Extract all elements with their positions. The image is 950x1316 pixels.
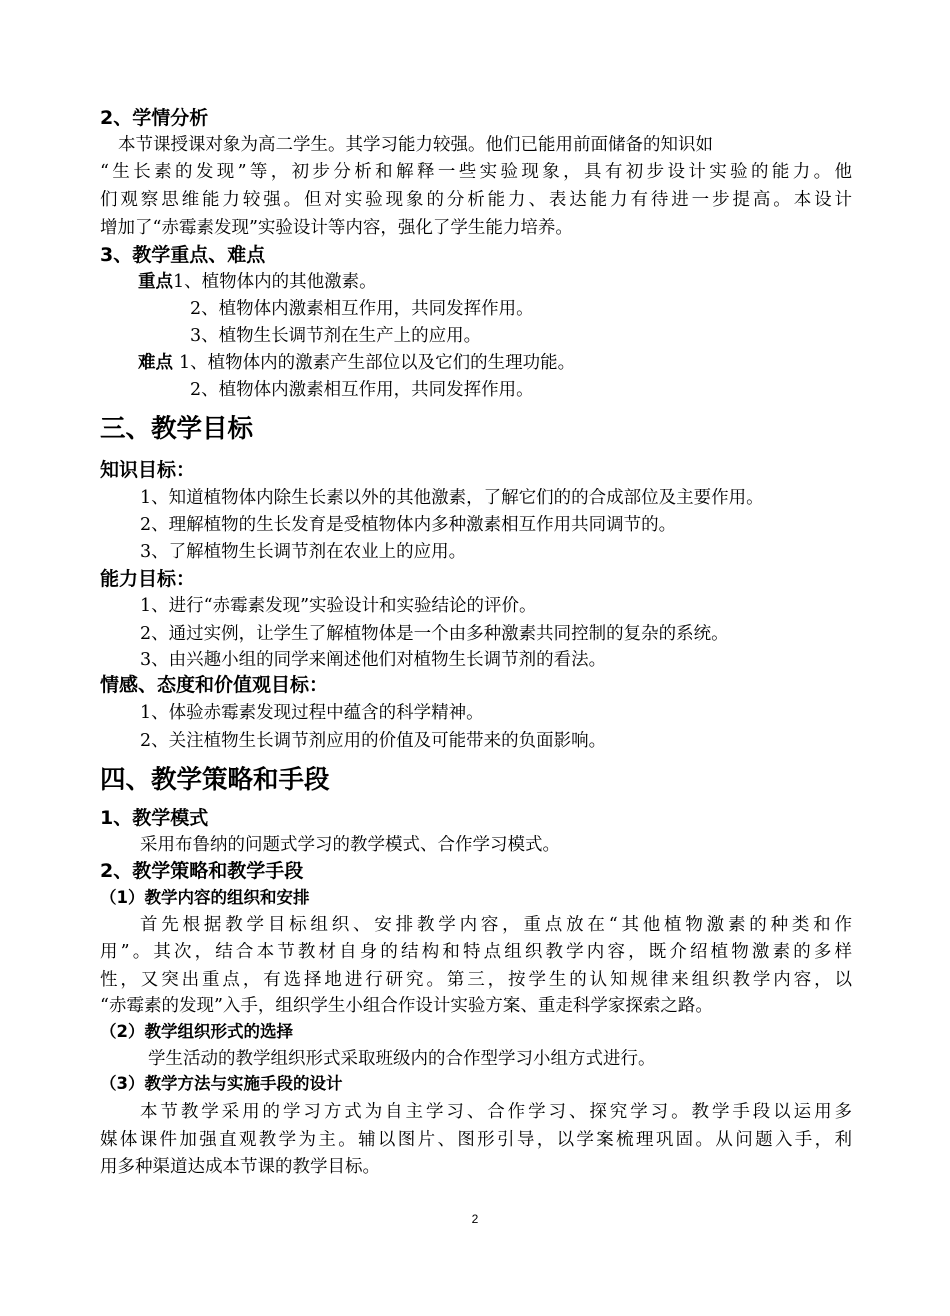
paragraph-line: 本节课授课对象为高二学生。其学习能力较强。他们已能用前面储备的知识如	[118, 135, 713, 155]
page-number: 2	[471, 1212, 479, 1226]
paragraph-line: 媒体课件加强直观教学为主。辅以图片、图形引导，以学案梳理巩固。从问题入手，利	[100, 1130, 852, 1150]
paragraph-line: 采用布鲁纳的问题式学习的教学模式、合作学习模式。	[140, 835, 560, 855]
key-points-row	[138, 268, 377, 296]
key-points-label: 重点	[138, 272, 173, 292]
paragraph-line: 们观察思维能力较强。但对实验现象的分析能力、表达能力有待进一步提高。本设计	[100, 190, 852, 210]
subheading-ability-objectives: 能力目标：	[100, 568, 196, 590]
paragraph-line: 增加了“赤霉素发现”实验设计等内容，强化了学生能力培养。	[100, 218, 573, 238]
subheading-content-organization: （1）教学内容的组织和安排	[100, 888, 310, 907]
paragraph-line: 本节教学采用的学习方式为自主学习、合作学习、探究学习。教学手段以运用多	[140, 1102, 852, 1122]
difficult-points-label: 难点	[138, 353, 173, 373]
objective-item: 3、由兴趣小组的同学来阐述他们对植物生长调节剂的看法。	[140, 650, 607, 670]
section-heading-learner-analysis: 2、学情分析	[100, 107, 209, 129]
subheading-organization-form: （2）教学组织形式的选择	[100, 1022, 293, 1041]
subheading-teaching-mode: 1、教学模式	[100, 807, 209, 829]
objective-item: 3、了解植物生长调节剂在农业上的应用。	[140, 542, 467, 562]
objective-item: 2、通过实例，让学生了解植物体是一个由多种激素共同控制的复杂的系统。	[140, 624, 729, 644]
subheading-teaching-strategy: 2、教学策略和教学手段	[100, 860, 304, 882]
section-heading-key-points: 3、教学重点、难点	[100, 244, 266, 266]
objective-item: 2、理解植物的生长发育是受植物体内多种激素相互作用共同调节的。	[140, 515, 677, 535]
paragraph-line: 性，又突出重点，有选择地进行研究。第三，按学生的认知规律来组织教学内容，以	[100, 970, 852, 990]
paragraph-line: 用”。其次，结合本节教材自身的结构和特点组织教学内容，既介绍植物激素的多样	[100, 942, 852, 962]
key-point-item: 2、植物体内激素相互作用，共同发挥作用。	[190, 299, 534, 319]
paragraph-line: “赤霉素的发现”入手，组织学生小组合作设计实验方案、重走科学家探索之路。	[100, 996, 713, 1016]
paragraph-line: 学生活动的教学组织形式采取班级内的合作型学习小组方式进行。	[148, 1049, 656, 1069]
paragraph-line: “生长素的发现”等，初步分析和解释一些实验现象，具有初步设计实验的能力。他	[100, 162, 852, 182]
paragraph-line: 首先根据教学目标组织、安排教学内容，重点放在“其他植物激素的种类和作	[140, 915, 852, 935]
objective-item: 2、关注植物生长调节剂应用的价值及可能带来的负面影响。	[140, 731, 607, 751]
objective-item: 1、知道植物体内除生长素以外的其他激素，了解它们的的合成部位及主要作用。	[140, 488, 764, 508]
part-heading-teaching-objectives: 三、教学目标	[100, 414, 254, 444]
key-point-item: 1、植物体内的其他激素。	[173, 272, 377, 292]
part-heading-teaching-strategies: 四、教学策略和手段	[100, 765, 330, 795]
subheading-knowledge-objectives: 知识目标：	[100, 459, 196, 481]
subheading-teaching-methods: （3）教学方法与实施手段的设计	[100, 1074, 343, 1093]
objective-item: 1、进行“赤霉素发现”实验设计和实验结论的评价。	[140, 596, 537, 616]
difficult-point-item: 2、植物体内激素相互作用，共同发挥作用。	[190, 380, 534, 400]
difficult-point-item: 1、植物体内的激素产生部位以及它们的生理功能。	[179, 353, 576, 373]
paragraph-line: 用多种渠道达成本节课的教学目标。	[100, 1157, 380, 1177]
key-point-item: 3、植物生长调节剂在生产上的应用。	[190, 326, 482, 346]
difficult-points-row	[138, 349, 575, 377]
subheading-emotion-objectives: 情感、态度和价值观目标：	[100, 674, 329, 696]
objective-item: 1、体验赤霉素发现过程中蕴含的科学精神。	[140, 703, 484, 723]
